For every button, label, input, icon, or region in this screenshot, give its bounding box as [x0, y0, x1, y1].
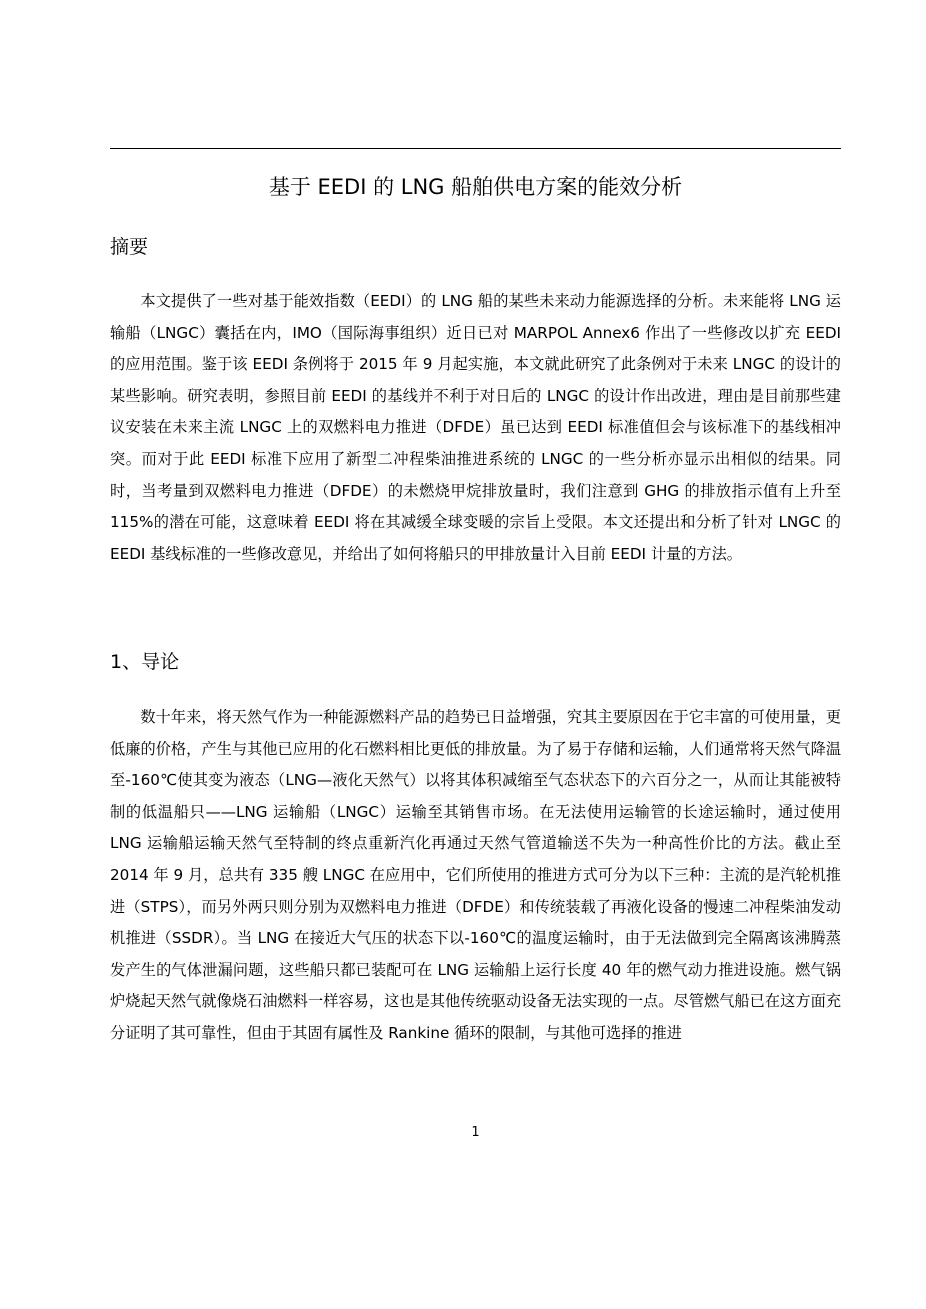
introduction-paragraph: 数十年来，将天然气作为一种能源燃料产品的趋势已日益增强，究其主要原因在于它丰富的可使用量，更低廉的价格，产生与其他已应用的化石燃料相比更低的排放量。为了易于存储和运输，人们通常将天然气降温至-160℃使其变为液态（LNG—液化天然气）以将其体积减缩至气态状态下的六百分之一，从而让其能被特制的低温船只——LNG 运输船（LNGC）运输至其销售市场。在无法使用运输管的长途运输时，通过使用 LNG 运输船运输天然气至特制的终点重新汽化再通过天然气管道输送不失为一种高性价比的方法。截止至 2014 年 9 月，总共有 335 艘 LNGC 在应用中，它们所使用的推进方式可分为以下三种：主流的是汽轮机推进（STPS），而另外两只则分别为双燃料电力推进（DFDE）和传统装载了再液化设备的慢速二冲程柴油发动机推进（SSDR）。当 LNG 在接近大气压的状态下以-160℃的温度运输时，由于无法做到完全隔离该沸腾蒸发产生的气体泄漏问题，这些船只都已装配可在 LNG 运输船上运行长度 40 年的燃气动力推进设施。燃气锅炉烧起天然气就像烧石油燃料一样容易，这也是其他传统驱动设备无法实现的一点。尽管燃气船已在这方面充分证明了其可靠性，但由于其固有属性及 Rankine 循环的限制，与其他可选择的推进	[110, 708, 841, 1042]
abstract-paragraph: 本文提供了一些对基于能效指数（EEDI）的 LNG 船的某些未来动力能源选择的分析。未来能将 LNG 运输船（LNGC）囊括在内，IMO（国际海事组织）近日已对 MARPOL Annex6 作出了一些修改以扩充 EEDI 的应用范围。鉴于该 EEDI 条例将于 2015 年 9 月起实施，本文就此研究了此条例对于未来 LNGC 的设计的某些影响。研究表明，参照目前 EEDI 的基线并不利于对日后的 LNGC 的设计作出改进，理由是目前那些建议安装在未来主流 LNGC 上的双燃料电力推进（DFDE）虽已达到 EEDI 标准值但会与该标准下的基线相冲突。而对于此 EEDI 标准下应用了新型二冲程柴油推进系统的 LNGC 的一些分析亦显示出相似的结果。同时，当考量到双燃料电力推进（DFDE）的未燃烧甲烷排放量时，我们注意到 GHG 的排放指示值有上升至 115%的潜在可能，这意味着 EEDI 将在其减缓全球变暖的宗旨上受限。本文还提出和分析了针对 LNGC 的 EEDI 基线标准的一些修改意见，并给出了如何将船只的甲排放量计入目前 EEDI 计量的方法。	[110, 292, 841, 563]
document-title: 基于 EEDI 的 LNG 船舶供电方案的能效分析	[268, 175, 683, 199]
page-number: 1	[471, 1125, 480, 1140]
header-rule	[110, 148, 841, 149]
abstract-heading: 摘要	[110, 236, 149, 258]
introduction-heading: 1、导论	[110, 651, 180, 673]
